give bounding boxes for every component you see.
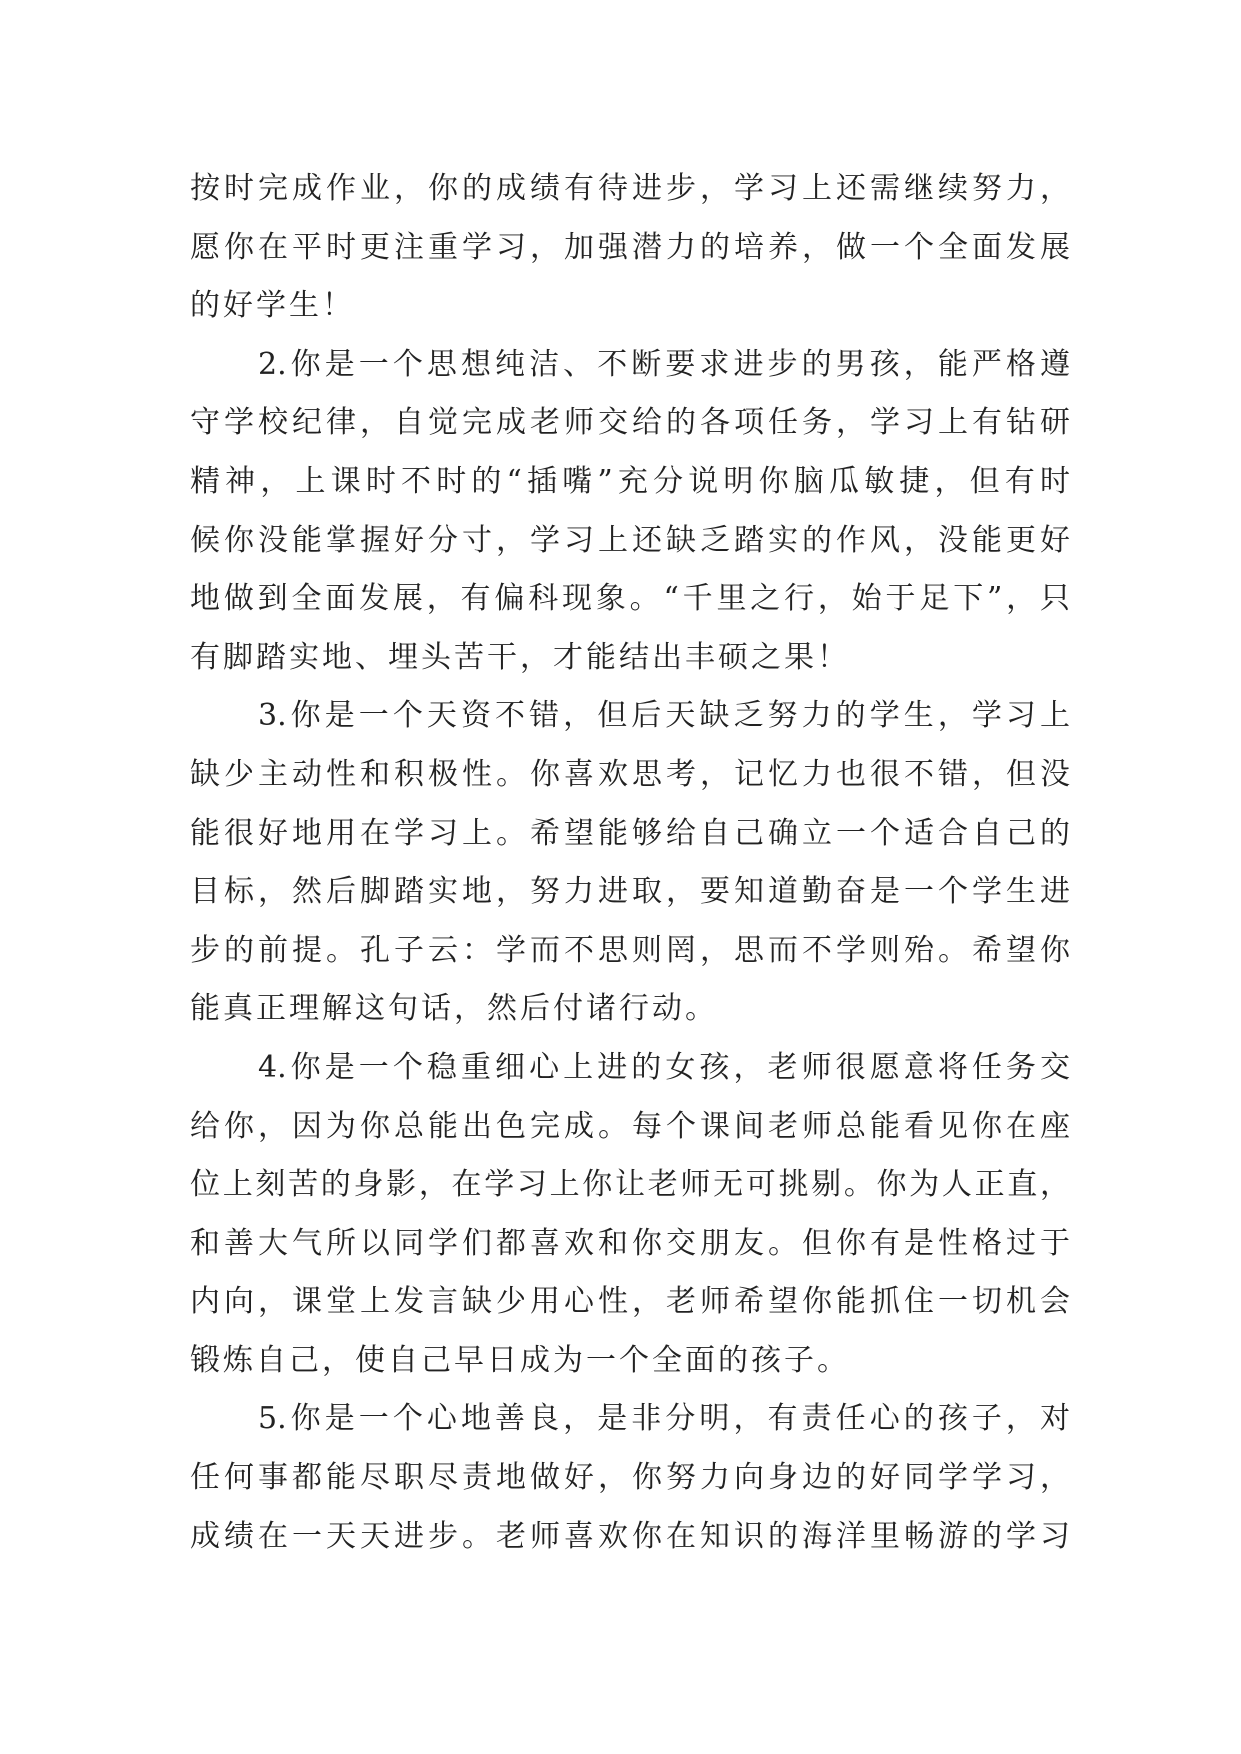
text-line: 有脚踏实地、埋头苦干，才能结出丰硕之果！	[190, 639, 850, 675]
text-line: 锻炼自己，使自己早日成为一个全面的孩子。	[190, 1342, 850, 1378]
text-line: 愿你在平时更注重学习，加强潜力的培养，做一个全面发展	[190, 229, 1070, 265]
text-line: 守学校纪律，自觉完成老师交给的各项任务，学习上有钻研	[190, 405, 1070, 441]
text-line: 的好学生！	[190, 288, 355, 324]
text-line: 候你没能掌握好分寸，学习上还缺乏踏实的作风，没能更好	[190, 522, 1070, 558]
text-line: 精神，上课时不时的“插嘴”充分说明你脑瓜敏捷，但有时	[190, 463, 1070, 499]
paragraph-p5	[190, 1390, 1070, 1566]
paragraph-p2	[190, 336, 1070, 688]
text-line: 给你，因为你总能出色完成。每个课间老师总能看见你在座	[190, 1108, 1070, 1144]
paragraph-p1	[190, 160, 1070, 336]
text-line: 能很好地用在学习上。希望能够给自己确立一个适合自己的	[190, 815, 1070, 851]
text-line: 4.你是一个稳重细心上进的女孩，老师很愿意将任务交	[258, 1049, 1070, 1085]
text-line: 按时完成作业，你的成绩有待进步，学习上还需继续努力，	[190, 171, 1070, 206]
text-line: 3.你是一个天资不错，但后天缺乏努力的学生，学习上	[258, 698, 1070, 734]
text-line: 和善大气所以同学们都喜欢和你交朋友。但你有是性格过于	[190, 1225, 1070, 1261]
body-text	[190, 160, 1070, 1566]
text-line: 地做到全面发展，有偏科现象。“千里之行，始于足下”，只	[190, 581, 1070, 617]
text-line: 位上刻苦的身影，在学习上你让老师无可挑剔。你为人正直，	[190, 1167, 1070, 1203]
text-line: 缺少主动性和积极性。你喜欢思考，记忆力也很不错，但没	[190, 756, 1070, 792]
text-line: 任何事都能尽职尽责地做好，你努力向身边的好同学学习，	[190, 1460, 1070, 1496]
text-line: 2.你是一个思想纯洁、不断要求进步的男孩，能严格遵	[258, 346, 1070, 382]
paragraph-p4	[190, 1039, 1070, 1391]
paragraph-p3	[190, 687, 1070, 1039]
text-line: 成绩在一天天进步。老师喜欢你在知识的海洋里畅游的学习	[190, 1518, 1070, 1554]
text-line: 5.你是一个心地善良，是非分明，有责任心的孩子，对	[258, 1401, 1070, 1437]
text-line: 能真正理解这句话，然后付诸行动。	[190, 991, 718, 1027]
text-line: 内向，课堂上发言缺少用心性，老师希望你能抓住一切机会	[190, 1284, 1070, 1320]
text-line: 目标，然后脚踏实地，努力进取，要知道勤奋是一个学生进	[190, 874, 1070, 910]
text-line: 步的前提。孔子云：学而不思则罔，思而不学则殆。希望你	[190, 932, 1070, 968]
